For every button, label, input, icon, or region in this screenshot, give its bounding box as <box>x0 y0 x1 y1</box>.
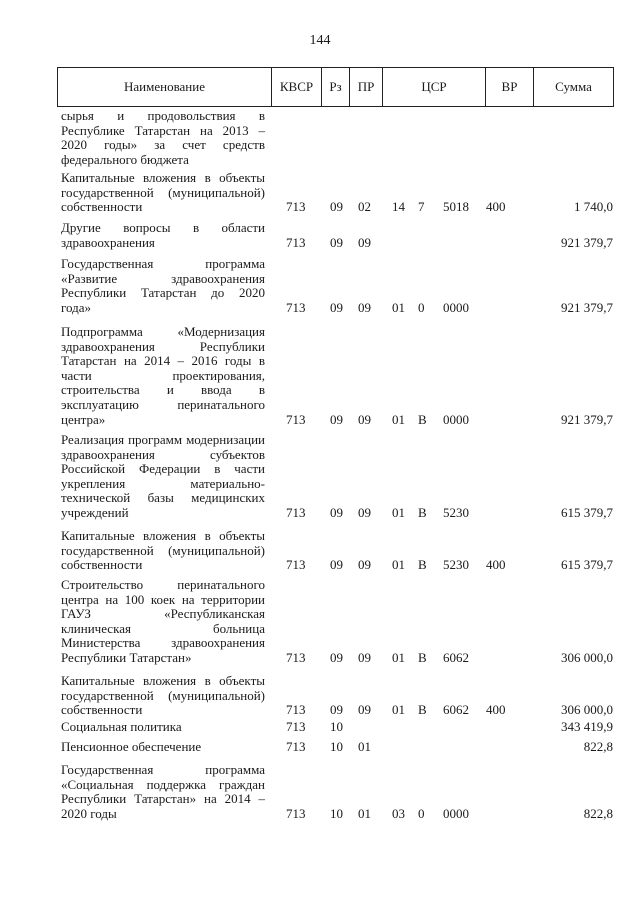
cell-c2: 0 <box>418 805 425 821</box>
row-name-line: Республике Татарстан на 2013 – <box>61 122 265 138</box>
cell-c1: 01 <box>392 650 405 665</box>
cell-sum: 822,8 <box>583 739 613 754</box>
row-name <box>61 763 265 821</box>
row-name-line: собственности <box>61 702 143 718</box>
cell-c2: В <box>418 650 427 665</box>
header-sum: Сумма <box>555 79 592 94</box>
row-name-line: центра на 100 коек на территории <box>61 591 265 607</box>
row-name-line: клиническая больница <box>61 620 265 636</box>
row-name-line: укрепления материально- <box>61 475 265 491</box>
table-row <box>0 529 640 573</box>
table-row <box>0 257 640 315</box>
row-name-line: Капитальные вложения в объекты <box>61 170 265 185</box>
cell-rz: 10 <box>330 805 343 821</box>
cell-pr: 09 <box>358 234 371 250</box>
row-name-line: собственности <box>61 199 143 215</box>
cell-c1: 03 <box>392 805 405 821</box>
row-name-line: Республики Татарстан» <box>61 649 192 665</box>
row-name <box>61 257 265 315</box>
row-name-line: Государственная программа <box>61 762 265 777</box>
table-row <box>0 325 640 427</box>
cell-sum: 921 379,7 <box>561 234 613 250</box>
cell-c2: В <box>418 557 427 573</box>
cell-kvsr: 713 <box>286 650 306 665</box>
cell-c3: 0000 <box>443 805 469 821</box>
row-name-line: Капитальные вложения в объекты <box>61 528 265 543</box>
row-name <box>61 720 265 735</box>
cell-c3: 5230 <box>443 557 469 573</box>
row-name-line: Республики Татарстан до 2020 <box>61 285 265 301</box>
cell-sum: 615 379,7 <box>561 557 613 573</box>
cell-c2: В <box>418 411 427 427</box>
cell-c3: 6062 <box>443 702 469 718</box>
row-name-line: технической базы медицинских <box>61 490 265 506</box>
row-name-line: 2020 годы <box>61 805 117 821</box>
row-name-line: «Социальная поддержка граждан <box>61 776 265 792</box>
cell-pr: 01 <box>358 805 371 821</box>
table-row <box>0 763 640 821</box>
cell-c1: 01 <box>392 702 405 718</box>
cell-c2: 0 <box>418 299 425 315</box>
row-name-line: Пенсионное обеспечение <box>61 739 202 754</box>
row-name-line: Министерства здравоохранения <box>61 635 265 651</box>
row-name-line: Капитальные вложения в объекты <box>61 673 265 688</box>
cell-rz: 09 <box>330 702 343 718</box>
row-name-line: учреждений <box>61 504 129 520</box>
cell-sum: 615 379,7 <box>561 505 613 520</box>
table-row <box>0 578 640 666</box>
cell-sum: 306 000,0 <box>561 702 613 718</box>
header-csr: ЦСР <box>383 68 486 106</box>
cell-kvsr: 713 <box>286 411 306 427</box>
row-name <box>61 578 265 666</box>
cell-c1: 01 <box>392 411 405 427</box>
row-name-line: здравоохранения Республики <box>61 338 265 354</box>
cell-c3: 5018 <box>443 199 469 215</box>
row-name-line: строительства и ввода в <box>61 382 265 398</box>
row-name-line: ГАУЗ «Республиканская <box>61 606 265 622</box>
row-name-line: Республики Татарстан» на 2014 – <box>61 791 265 807</box>
cell-rz: 10 <box>330 739 343 754</box>
table-row <box>0 674 640 718</box>
cell-pr: 09 <box>358 505 371 520</box>
cell-kvsr: 713 <box>286 299 306 315</box>
row-name-line: Строительство перинатального <box>61 577 265 592</box>
row-name-line: здравоохранения субъектов <box>61 446 265 462</box>
cell-sum: 921 379,7 <box>561 299 613 315</box>
row-name-line: Татарстан на 2014 – 2016 годы в <box>61 353 265 369</box>
cell-kvsr: 713 <box>286 505 306 520</box>
cell-rz: 09 <box>330 557 343 573</box>
cell-rz: 09 <box>330 199 343 215</box>
row-name <box>61 221 265 250</box>
cell-pr: 09 <box>358 702 371 718</box>
cell-c2: В <box>418 702 427 718</box>
cell-kvsr: 713 <box>286 805 306 821</box>
row-name-line: Социальная политика <box>61 719 182 734</box>
cell-rz: 09 <box>330 411 343 427</box>
cell-rz: 09 <box>330 505 343 520</box>
row-name <box>61 433 265 521</box>
cell-pr: 09 <box>358 650 371 665</box>
cell-sum: 1 740,0 <box>574 199 613 215</box>
row-name-line: части проектирования, <box>61 367 265 383</box>
cell-c1: 14 <box>392 199 405 215</box>
cell-sum: 822,8 <box>583 805 613 821</box>
row-name-line: Другие вопросы в области <box>61 220 265 235</box>
cell-pr: 09 <box>358 411 371 427</box>
row-name-line: сырья и продовольствия в <box>61 108 265 123</box>
cell-pr: 02 <box>358 199 371 215</box>
header-kvsr: КВСР <box>272 68 322 106</box>
header-vr: ВР <box>486 68 534 106</box>
row-name-line: государственной (муниципальной) <box>61 184 265 200</box>
row-name-line: «Развитие здравоохранения <box>61 270 265 286</box>
header-pr: ПР <box>350 68 383 106</box>
cell-c3: 5230 <box>443 505 469 520</box>
cell-c3: 0000 <box>443 299 469 315</box>
row-name-line: федерального бюджета <box>61 151 189 167</box>
row-name <box>61 325 265 427</box>
row-name-line: государственной (муниципальной) <box>61 687 265 703</box>
cell-c1: 01 <box>392 299 405 315</box>
row-name-line: Реализация программ модернизации <box>61 432 265 447</box>
row-name <box>61 529 265 573</box>
cell-kvsr: 713 <box>286 199 306 215</box>
cell-vr: 400 <box>486 557 506 573</box>
cell-c1: 01 <box>392 557 405 573</box>
cell-rz: 09 <box>330 234 343 250</box>
row-name <box>61 109 265 167</box>
cell-kvsr: 713 <box>286 702 306 718</box>
cell-kvsr: 713 <box>286 739 306 754</box>
header-rz: Рз <box>322 68 350 106</box>
header-name: Наименование <box>58 68 272 106</box>
cell-sum: 921 379,7 <box>561 411 613 427</box>
table-row <box>0 720 640 735</box>
cell-rz: 10 <box>330 719 343 734</box>
table-row <box>0 740 640 755</box>
cell-c3: 6062 <box>443 650 469 665</box>
row-name-line: Подпрограмма «Модернизация <box>61 324 265 339</box>
row-name-line: эксплуатацию перинатального <box>61 396 265 412</box>
row-name-line: здравоохранения <box>61 234 155 250</box>
row-name-line: центра» <box>61 411 106 427</box>
row-name-line: года» <box>61 299 92 315</box>
row-name-line: Российской Федерации в части <box>61 461 265 477</box>
cell-pr: 09 <box>358 299 371 315</box>
cell-kvsr: 713 <box>286 719 306 734</box>
cell-rz: 09 <box>330 650 343 665</box>
row-name-line: 2020 годы» за счет средств <box>61 137 265 153</box>
cell-sum: 343 419,9 <box>561 719 613 734</box>
row-name-line: государственной (муниципальной) <box>61 542 265 558</box>
cell-c2: В <box>418 505 427 520</box>
cell-vr: 400 <box>486 199 506 215</box>
cell-c2: 7 <box>418 199 425 215</box>
table-header <box>57 67 614 107</box>
table-row <box>0 171 640 215</box>
cell-kvsr: 713 <box>286 557 306 573</box>
cell-rz: 09 <box>330 299 343 315</box>
row-name-line: собственности <box>61 557 143 573</box>
cell-c3: 0000 <box>443 411 469 427</box>
row-name <box>61 740 265 755</box>
cell-pr: 09 <box>358 557 371 573</box>
cell-kvsr: 713 <box>286 234 306 250</box>
row-name <box>61 171 265 215</box>
page-number: 144 <box>309 33 331 48</box>
cell-sum: 306 000,0 <box>561 650 613 665</box>
table-row <box>0 221 640 250</box>
cell-c1: 01 <box>392 505 405 520</box>
row-name-line: Государственная программа <box>61 256 265 271</box>
cell-pr: 01 <box>358 739 371 754</box>
row-name <box>61 674 265 718</box>
table-row <box>0 109 640 167</box>
table-row <box>0 433 640 521</box>
cell-vr: 400 <box>486 702 506 718</box>
